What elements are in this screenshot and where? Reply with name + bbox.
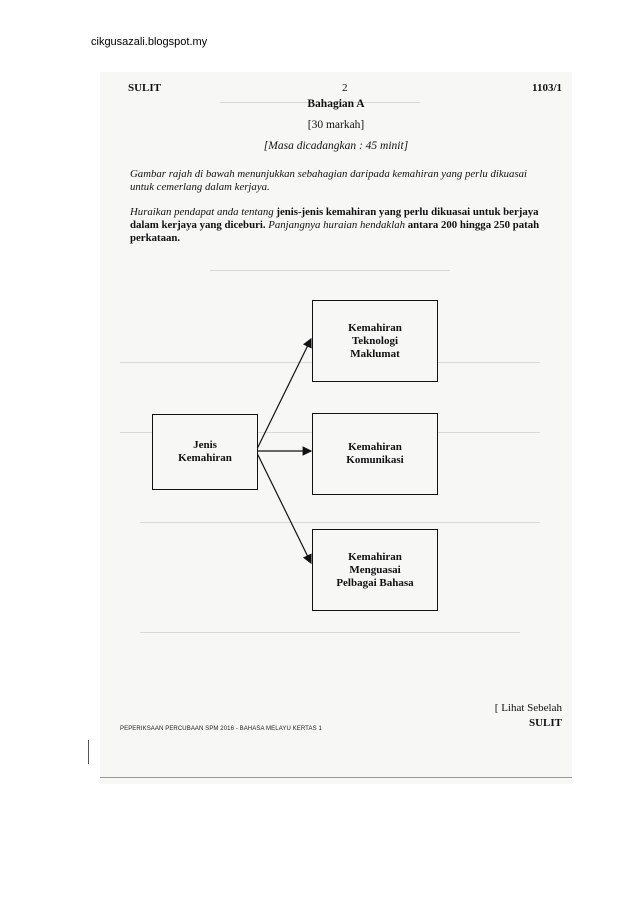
instruction-p2-d: antara 200 hingga 250 patah perkataan. xyxy=(130,219,540,244)
section-marks: [30 markah] xyxy=(307,119,365,131)
scan-bottom-edge xyxy=(100,777,572,778)
footer-sulit: SULIT xyxy=(528,717,562,729)
box-bahasa-line1: Kemahiran xyxy=(348,550,402,563)
section-title: Bahagian A xyxy=(307,98,365,110)
instruction-p2-b: jenis-jenis kemahiran yang perlu dikuasai untuk berjaya dalam kerjaya yang diceburi. xyxy=(130,206,539,231)
box-teknologi-line1: Kemahiran xyxy=(348,321,402,334)
scanned-page xyxy=(100,72,572,784)
header-sulit: SULIT xyxy=(128,82,162,94)
box-teknologi-line3: Maklumat xyxy=(350,347,400,360)
footer-exam-label: PEPERIKSAAN PERCUBAAN SPM 2016 - BAHASA MELAYU KERTAS 1 xyxy=(120,726,322,732)
box-bahasa-line3: Pelbagai Bahasa xyxy=(336,576,414,589)
box-komunikasi-line2: Komunikasi xyxy=(346,454,404,466)
box-source-line1: Jenis xyxy=(193,439,217,451)
instruction-p2-c: Panjangnya huraian hendaklah xyxy=(268,219,406,231)
paper-code: 1103/1 xyxy=(532,82,562,94)
box-kemahiran-bahasa xyxy=(312,529,438,611)
box-source-line2: Kemahiran xyxy=(178,452,232,464)
arrow-to-teknologi xyxy=(256,339,311,451)
see-next-page: [ Lihat Sebelah xyxy=(494,702,562,714)
box-bahasa-line2: Menguasai xyxy=(349,563,401,576)
box-kemahiran-komunikasi xyxy=(312,413,438,495)
instruction-p2-a: Huraikan pendapat anda tentang xyxy=(130,206,274,218)
scan-edge-mark xyxy=(88,740,89,764)
box-jenis-kemahiran xyxy=(152,414,258,490)
instruction-p1-text: Gambar rajah di bawah menunjukkan sebahagian daripada kemahiran yang perlu dikuasai untuk cemerlang dalam kerjaya. xyxy=(130,168,528,193)
section-time: [Masa dicadangkan : 45 minit] xyxy=(263,140,409,152)
page-number: 2 xyxy=(342,82,348,94)
box-komunikasi-line1: Kemahiran xyxy=(348,441,402,453)
box-kemahiran-teknologi xyxy=(312,300,438,382)
arrow-to-bahasa xyxy=(256,451,311,563)
watermark-text: cikgusazali.blogspot.my xyxy=(91,36,208,48)
box-teknologi-line2: Teknologi xyxy=(351,334,399,347)
